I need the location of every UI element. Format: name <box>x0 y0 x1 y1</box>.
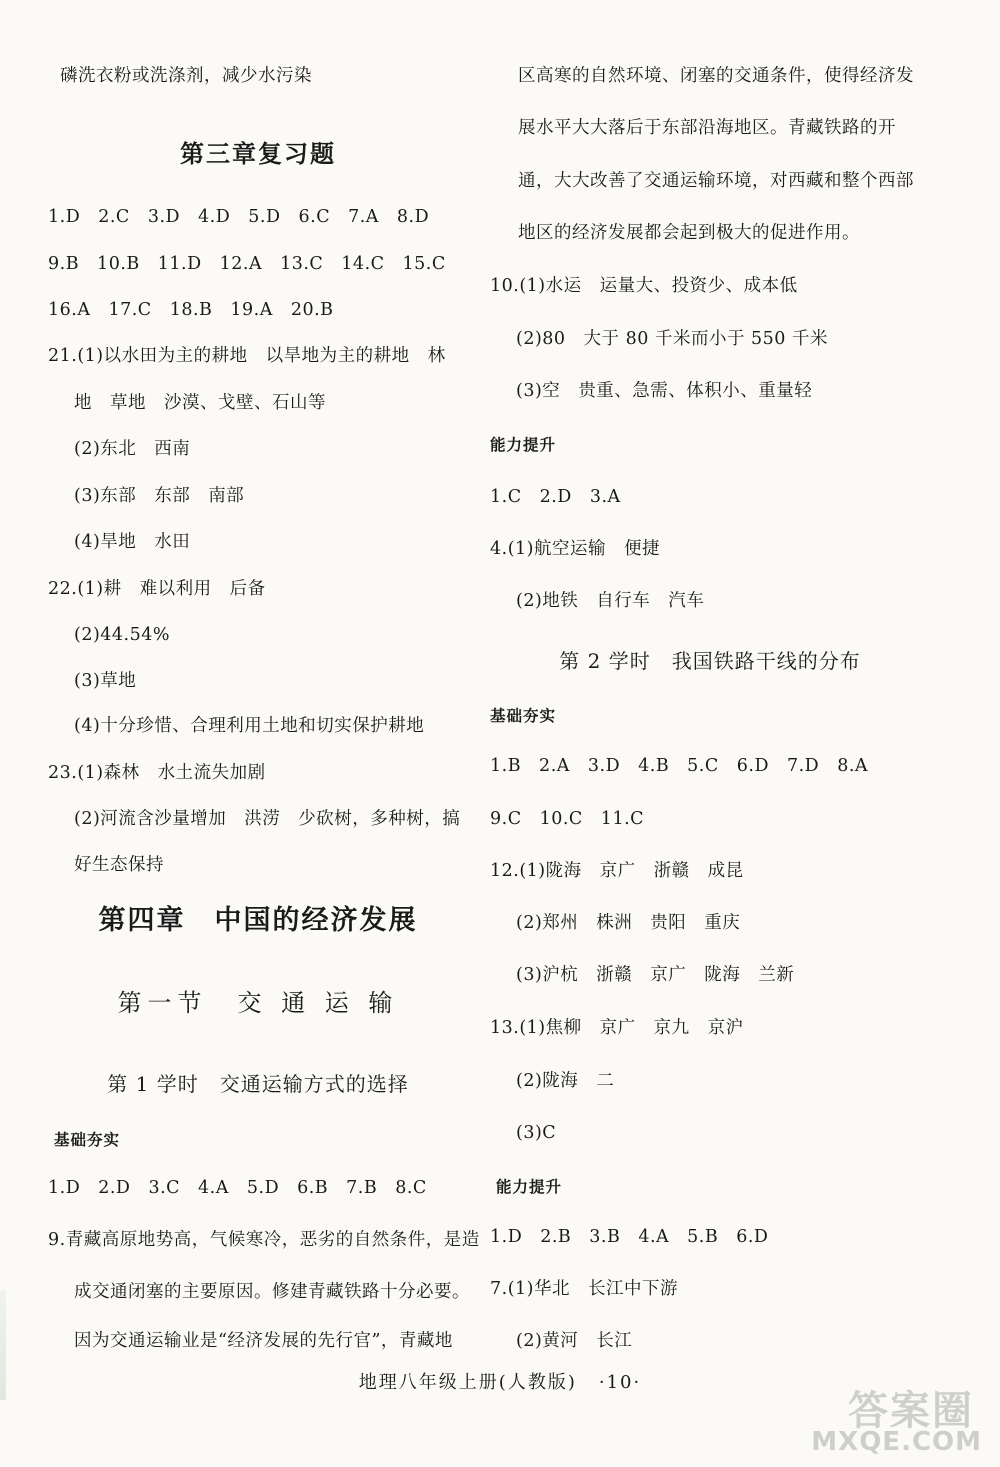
answer-line: 成交通闭塞的主要原因。修建青藏铁路十分必要。 <box>74 1282 470 1302</box>
page-number: ·10· <box>598 1372 642 1393</box>
answer-line: 好生态保持 <box>74 855 164 875</box>
answer-line: (3)沪杭 浙赣 京广 陇海 兰新 <box>516 965 795 985</box>
period-title: 第 1 学时 交通运输方式的选择 <box>107 1072 409 1096</box>
footer-book-title: 地理八年级上册(人教版) <box>358 1372 577 1393</box>
answer-line: 1.C 2.D 3.A <box>490 487 621 507</box>
answer-line: 23.(1)森林 水土流失加剧 <box>48 763 266 783</box>
answer-line: 1.B 2.A 3.D 4.B 5.C 6.D 7.D 8.A <box>490 756 869 776</box>
answer-line: (2)陇海 二 <box>516 1071 615 1091</box>
answer-line: 地 草地 沙漠、戈壁、石山等 <box>74 393 326 413</box>
answer-line: (3)C <box>516 1123 557 1143</box>
answer-line: (4)旱地 水田 <box>74 532 191 552</box>
period-title-2: 第 2 学时 我国铁路干线的分布 <box>559 649 861 673</box>
answer-line: 16.A 17.C 18.B 19.A 20.B <box>48 300 334 320</box>
answer-line: (3)东部 东部 南部 <box>74 486 245 506</box>
answer-line: (2)郑州 株洲 贵阳 重庆 <box>516 913 741 933</box>
answer-line: 22.(1)耕 难以利用 后备 <box>48 579 266 599</box>
watermark-text-top: 答案圈 <box>848 1388 974 1434</box>
answer-line: 9.C 10.C 11.C <box>490 809 645 829</box>
answer-line: (2)80 大于 80 千米而小于 550 千米 <box>516 329 828 349</box>
answer-line: 因为交通运输业是“经济发展的先行官”，青藏地 <box>74 1331 453 1351</box>
answer-line: 7.(1)华北 长江中下游 <box>490 1279 678 1299</box>
answer-line: 地区的经济发展都会起到极大的促进作用。 <box>518 223 860 243</box>
answer-line: (2)河流含沙量增加 洪涝 少砍树，多种树，搞 <box>74 809 461 829</box>
answer-line: (3)草地 <box>74 671 137 691</box>
answer-line: 13.(1)焦柳 京广 京九 京沪 <box>490 1018 744 1038</box>
answer-line: 9.B 10.B 11.D 12.A 13.C 14.C 15.C <box>48 254 446 274</box>
watermark-text-bottom: MXQE.COM <box>811 1427 982 1457</box>
answer-line: 1.D 2.D 3.C 4.A 5.D 6.B 7.B 8.C <box>48 1178 427 1198</box>
chapter-title: 第四章 中国的经济发展 <box>98 905 418 936</box>
review-title: 第三章复习题 <box>180 139 336 168</box>
subhead-ability-2: 能力提升 <box>496 1178 563 1196</box>
answer-line: 12.(1)陇海 京广 浙赣 成昆 <box>490 861 744 881</box>
answer-line: 1.D 2.C 3.D 4.D 5.D 6.C 7.A 8.D <box>48 207 430 227</box>
answer-line: 区高寒的自然环境、闭塞的交通条件，使得经济发 <box>518 66 914 86</box>
answer-line: (3)空 贵重、急需、体积小、重量轻 <box>516 381 813 401</box>
answer-line: 1.D 2.B 3.B 4.A 5.B 6.D <box>490 1227 769 1247</box>
answer-line: 通，大大改善了交通运输环境，对西藏和整个西部 <box>518 171 914 191</box>
section-title: 第一节 交 通 运 输 <box>117 989 399 1017</box>
text-line: 磷洗衣粉或洗涤剂，减少水污染 <box>60 66 312 86</box>
answer-line: (2)44.54% <box>74 625 171 645</box>
subhead-basic-2: 基础夯实 <box>490 707 557 725</box>
answer-line: (2)东北 西南 <box>74 439 191 459</box>
answer-line: 展水平大大落后于东部沿海地区。青藏铁路的开 <box>518 118 896 138</box>
answer-line: (2)地铁 自行车 汽车 <box>516 591 705 611</box>
subhead-ability: 能力提升 <box>490 436 557 454</box>
watermark-logo <box>792 1379 982 1457</box>
answer-line: 21.(1)以水田为主的耕地 以旱地为主的耕地 林 <box>48 346 446 366</box>
answer-line: (2)黄河 长江 <box>516 1331 633 1351</box>
answer-line: 4.(1)航空运输 便捷 <box>490 539 660 559</box>
subhead-basic: 基础夯实 <box>54 1131 121 1149</box>
answer-line: 9.青藏高原地势高，气候寒冷，恶劣的自然条件，是造 <box>48 1230 480 1250</box>
answer-line: (4)十分珍惜、合理利用土地和切实保护耕地 <box>74 716 425 736</box>
answer-line: 10.(1)水运 运量大、投资少、成本低 <box>490 276 798 296</box>
